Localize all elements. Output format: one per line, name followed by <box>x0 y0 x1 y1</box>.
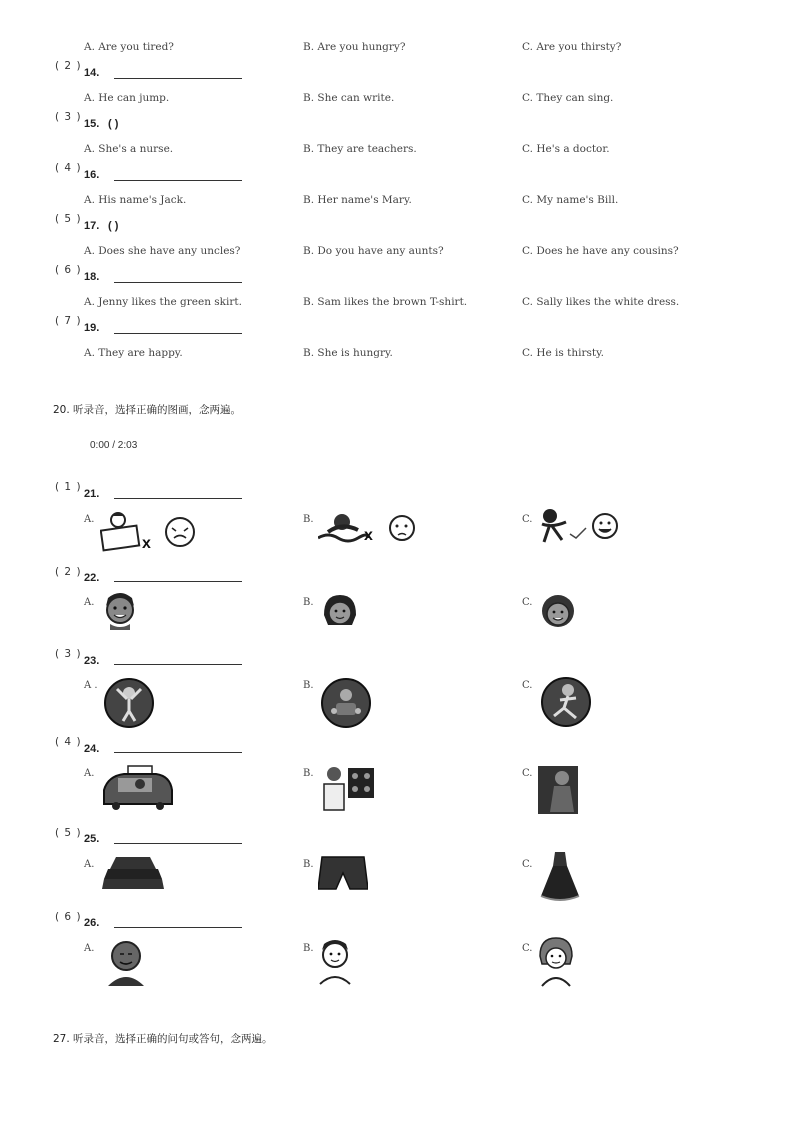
option-c[interactable]: C. Sally likes the white dress. <box>522 296 680 308</box>
sub-number: ( 7 ) <box>55 315 82 327</box>
option-b[interactable]: B. She is hungry. <box>303 347 393 359</box>
section-heading: 27. 听录音，选择正确的问句或答句，念两遍。 <box>53 1033 273 1045</box>
option-b[interactable]: B. Sam likes the brown T-shirt. <box>303 296 468 308</box>
child-playing-circle-icon[interactable] <box>320 677 372 729</box>
svg-text:x: x <box>142 535 151 552</box>
option-a-label[interactable]: A. <box>84 768 95 779</box>
option-c[interactable]: C. Does he have any cousins? <box>522 245 679 257</box>
sub-number: ( 6 ) <box>55 264 82 276</box>
question-number: 14. <box>84 67 100 79</box>
option-b-label[interactable]: B. <box>303 768 314 779</box>
answer-blank[interactable] <box>114 927 242 928</box>
answer-blank[interactable] <box>114 843 242 844</box>
option-b[interactable]: B. They are teachers. <box>303 143 417 155</box>
answer-blank[interactable] <box>114 498 242 499</box>
svg-text:x: x <box>364 527 373 544</box>
section-heading: 20. 听录音，选择正确的图画，念两遍。 <box>53 404 242 416</box>
option-c[interactable]: C. They can sing. <box>522 92 614 104</box>
option-b[interactable]: B. She can write. <box>303 92 395 104</box>
answer-blank[interactable] <box>114 333 242 334</box>
option-c-label[interactable]: C. <box>522 859 533 870</box>
answer-blank[interactable] <box>114 282 242 283</box>
shorts-icon[interactable] <box>318 855 368 893</box>
option-a-label[interactable]: A. <box>84 943 95 954</box>
question-number: 17. <box>84 220 100 232</box>
option-a-label[interactable]: A. <box>84 514 95 525</box>
answer-blank[interactable] <box>114 581 242 582</box>
question-number: 25. <box>84 833 100 845</box>
option-a-label[interactable]: A. <box>84 859 95 870</box>
option-a[interactable]: A. She's a nurse. <box>84 143 174 155</box>
sub-number: ( 3 ) <box>55 111 82 123</box>
option-c[interactable]: C. He's a doctor. <box>522 143 610 155</box>
young-man-icon[interactable] <box>316 936 354 986</box>
sub-number: ( 1 ) <box>55 481 82 493</box>
question-number: 22. <box>84 572 100 584</box>
child-skating-circle-icon[interactable] <box>540 676 594 728</box>
question-number: 24. <box>84 743 100 755</box>
question-number: 23. <box>84 655 100 667</box>
girl-dancing-and-smiley-icon[interactable] <box>536 508 636 544</box>
option-a-label[interactable]: A. <box>84 597 95 608</box>
answer-blank[interactable] <box>114 752 242 753</box>
option-c[interactable]: C. He is thirsty. <box>522 347 604 359</box>
option-c-label[interactable]: C. <box>522 514 533 525</box>
option-a[interactable]: A. Jenny likes the green skirt. <box>84 296 242 308</box>
option-b[interactable]: B. Do you have any aunts? <box>303 245 444 257</box>
doctor-icon[interactable] <box>318 764 378 814</box>
answer-bracket[interactable]: ( ) <box>108 118 119 130</box>
old-man-icon[interactable] <box>104 938 148 988</box>
option-a-label[interactable]: A . <box>84 680 98 691</box>
option-a[interactable]: A. Does she have any uncles? <box>84 245 241 257</box>
sub-number: ( 5 ) <box>55 213 82 225</box>
girl-swimming-and-face-icon[interactable] <box>318 508 422 550</box>
girl-face-icon[interactable] <box>320 593 360 633</box>
option-b-label[interactable]: B. <box>303 943 314 954</box>
option-b-label[interactable]: B. <box>303 680 314 691</box>
option-a[interactable]: A. They are happy. <box>84 347 183 359</box>
option-c-label[interactable]: C. <box>522 680 533 691</box>
taxi-driver-icon[interactable] <box>100 764 176 810</box>
question-number: 26. <box>84 917 100 929</box>
option-a[interactable]: A. He can jump. <box>84 92 170 104</box>
option-c-label[interactable]: C. <box>522 597 533 608</box>
audio-player-time[interactable]: 0:00 / 2:03 <box>90 440 138 451</box>
boy-face-icon[interactable] <box>100 590 140 630</box>
option-b-label[interactable]: B. <box>303 597 314 608</box>
option-b-label[interactable]: B. <box>303 514 314 525</box>
sub-number: ( 4 ) <box>55 162 82 174</box>
question-number: 19. <box>84 322 100 334</box>
dress-icon[interactable] <box>538 850 582 904</box>
answer-blank[interactable] <box>114 78 242 79</box>
question-number: 21. <box>84 488 100 500</box>
sub-number: ( 5 ) <box>55 827 82 839</box>
old-woman-icon[interactable] <box>536 936 576 988</box>
question-number: 15. <box>84 118 100 130</box>
sub-number: ( 4 ) <box>55 736 82 748</box>
sub-number: ( 6 ) <box>55 911 82 923</box>
skirt-icon[interactable] <box>102 855 164 893</box>
option-c[interactable]: C. My name's Bill. <box>522 194 619 206</box>
option-b[interactable]: B. Her name's Mary. <box>303 194 412 206</box>
question-number: 18. <box>84 271 100 283</box>
answer-blank[interactable] <box>114 180 242 181</box>
sub-number: ( 2 ) <box>55 566 82 578</box>
woman-at-board-icon[interactable] <box>536 764 580 816</box>
sub-number: ( 3 ) <box>55 648 82 660</box>
answer-bracket[interactable]: ( ) <box>108 220 119 232</box>
child-jumping-circle-icon[interactable] <box>103 677 155 729</box>
option-c-label[interactable]: C. <box>522 943 533 954</box>
answer-blank[interactable] <box>114 664 242 665</box>
question-number: 16. <box>84 169 100 181</box>
boy-drawing-and-happy-face-icon[interactable] <box>100 510 200 552</box>
girl-face-curly-icon[interactable] <box>538 593 578 635</box>
option-c[interactable]: C. Are you thirsty? <box>522 41 622 53</box>
option-c-label[interactable]: C. <box>522 768 533 779</box>
option-b-label[interactable]: B. <box>303 859 314 870</box>
option-a[interactable]: A. His name's Jack. <box>84 194 187 206</box>
option-b[interactable]: B. Are you hungry? <box>303 41 406 53</box>
option-a[interactable]: A. Are you tired? <box>84 41 174 53</box>
sub-number: ( 2 ) <box>55 60 82 72</box>
